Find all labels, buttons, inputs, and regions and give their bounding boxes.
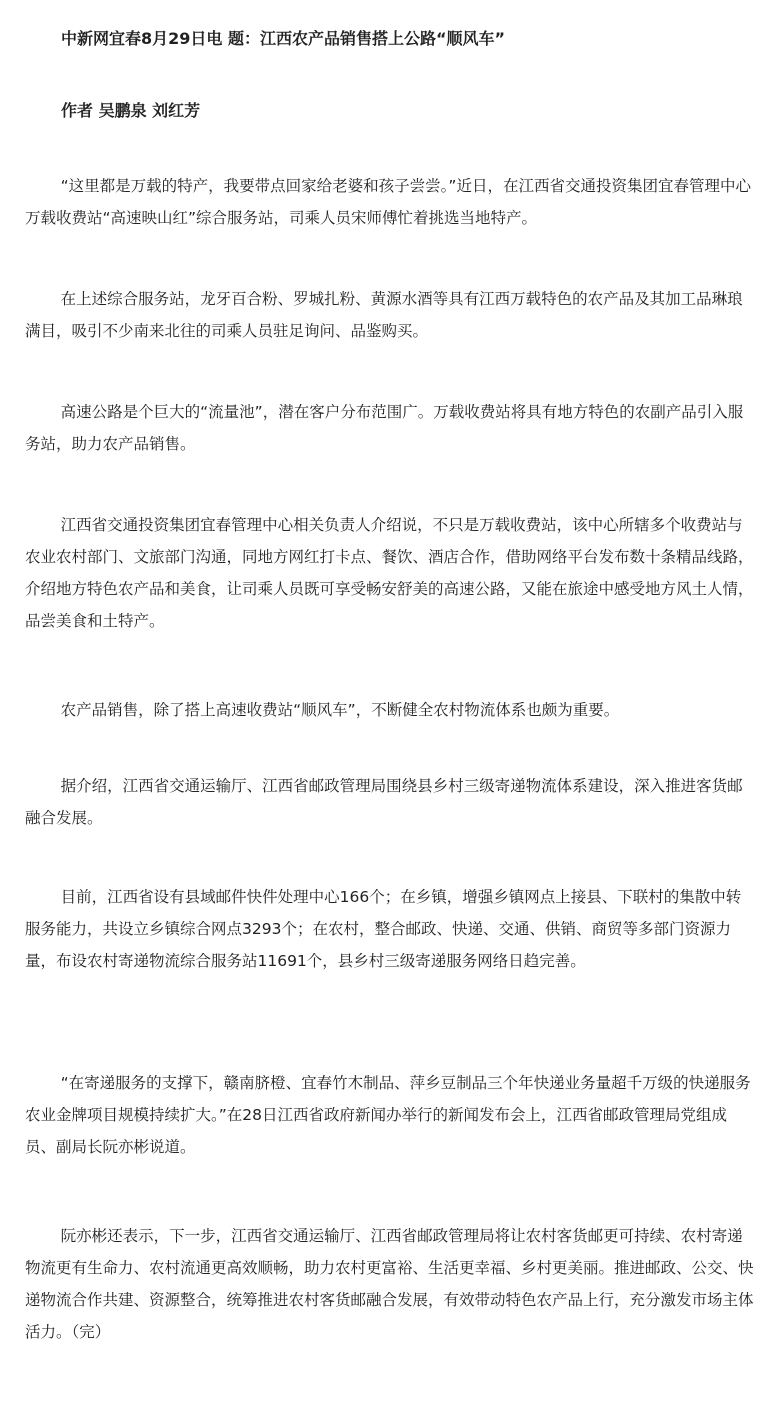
paragraph-4: 江西省交通投资集团宜春管理中心相关负责人介绍说，不只是万载收费站，该中心所辖多个收费站与农业农村部门、文旅部门沟通，同地方网红打卡点、餐饮、酒店合作，借助网络平台发布数十条精品线路，介绍地方特色农产品和美食，让司乘人员既可享受畅安舒美的高速公路，又能在旅途中感受地方风土人情，品尝美食和土特产。 <box>25 516 754 630</box>
article-byline: 作者 吴鹏泉 刘红芳 <box>61 101 201 120</box>
article-headline: 中新网宜春8月29日电 题：江西农产品销售搭上公路“顺风车” <box>61 29 506 48</box>
paragraph-8: “在寄递服务的支撑下，赣南脐橙、宜春竹木制品、萍乡豆制品三个年快递业务量超千万级的快递服务农业金牌项目规模持续扩大。”在28日江西省政府新闻办举行的新闻发布会上，江西省邮政管理局党组成员、副局长阮亦彬说道。 <box>25 1074 751 1156</box>
paragraph-3: 高速公路是个巨大的“流量池”，潜在客户分布范围广。万载收费站将具有地方特色的农副产品引入服务站，助力农产品销售。 <box>25 403 744 453</box>
paragraph-5: 农产品销售，除了搭上高速收费站“顺风车”，不断健全农村物流体系也颇为重要。 <box>60 701 620 719</box>
paragraph-6: 据介绍，江西省交通运输厅、江西省邮政管理局围绕县乡村三级寄递物流体系建设，深入推进客货邮融合发展。 <box>25 777 743 827</box>
paragraph-9: 阮亦彬还表示，下一步，江西省交通运输厅、江西省邮政管理局将让农村客货邮更可持续、农村寄递物流更有生命力、农村流通更高效顺畅，助力农村更富裕、生活更幸福、乡村更美丽。推进邮政、公交、快递物流合作共建、资源整合，统筹推进农村客货邮融合发展，有效带动特色农产品上行，充分激发市场主体活力。（完） <box>25 1227 754 1341</box>
paragraph-2: 在上述综合服务站，龙牙百合粉、罗城扎粉、黄源水酒等具有江西万载特色的农产品及其加工品琳琅满目，吸引不少南来北往的司乘人员驻足询问、品鉴购买。 <box>25 290 743 340</box>
paragraph-1: “这里都是万载的特产，我要带点回家给老婆和孩子尝尝。”近日，在江西省交通投资集团宜春管理中心万载收费站“高速映山红”综合服务站，司乘人员宋师傅忙着挑选当地特产。 <box>25 177 751 227</box>
paragraph-7: 目前，江西省设有县域邮件快件处理中心166个；在乡镇，增强乡镇网点上接县、下联村的集散中转服务能力，共设立乡镇综合网点3293个；在农村，整合邮政、快递、交通、供销、商贸等多部门资源力量，布设农村寄递物流综合服务站11691个，县乡村三级寄递服务网络日趋完善。 <box>25 888 742 970</box>
